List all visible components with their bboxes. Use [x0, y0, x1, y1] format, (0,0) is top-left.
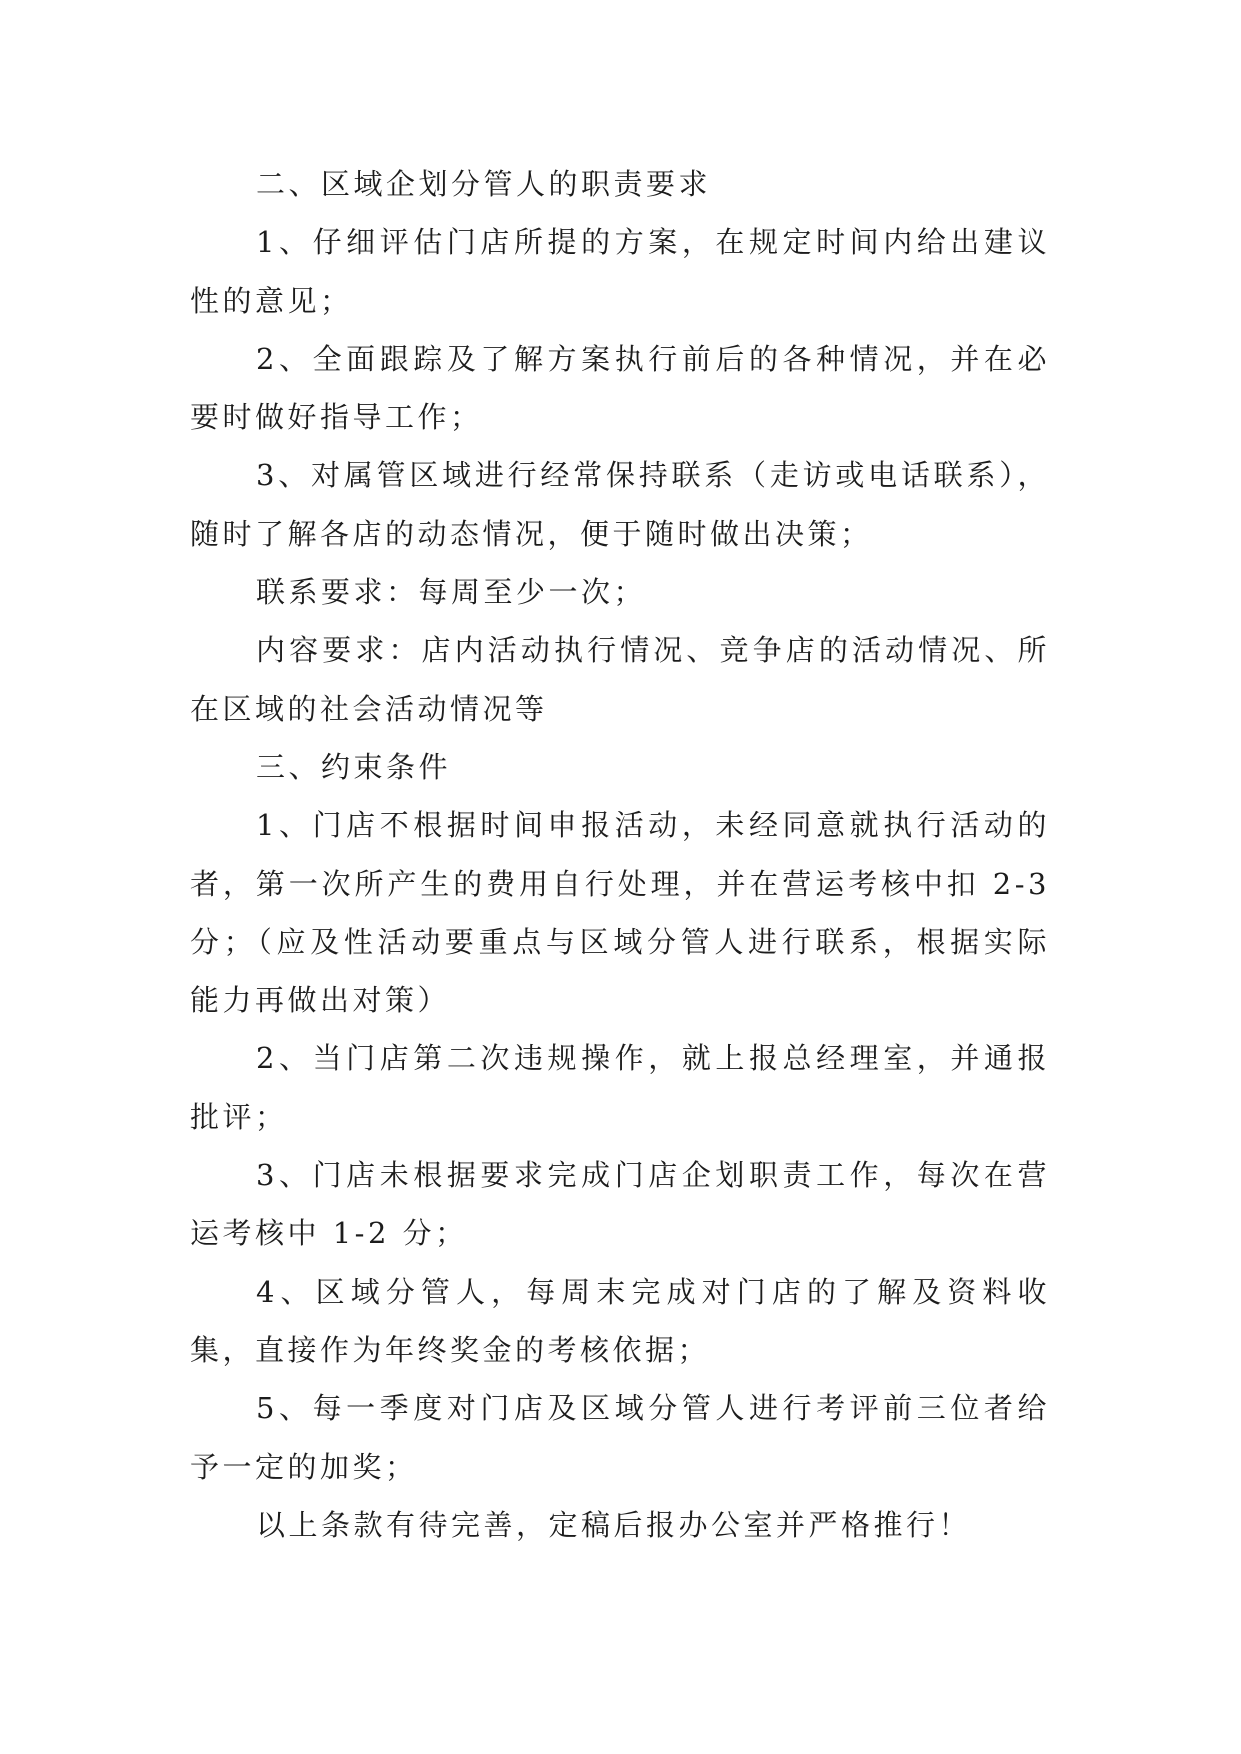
closing-note: 以上条款有待完善，定稿后报办公室并严格推行！	[256, 1507, 972, 1542]
section-heading-responsibilities: 二、区域企划分管人的职责要求	[256, 167, 712, 201]
constraint-item-4: 4、区域分管人，每周末完成对门店的了解及资料收集，直接作为年终奖金的考核依据；	[190, 1274, 1050, 1367]
document-body	[190, 155, 1050, 1554]
responsibility-item-1: 1、仔细评估门店所提的方案，在规定时间内给出建议性的意见；	[190, 225, 1050, 318]
section-heading-constraints: 三、约束条件	[256, 749, 452, 784]
constraint-item-3: 3、门店未根据要求完成门店企划职责工作，每次在营运考核中 1-2 分；	[190, 1158, 1050, 1251]
constraint-item-2: 2、当门店第二次违规操作，就上报总经理室，并通报批评；	[190, 1041, 1050, 1134]
content-requirement: 内容要求：店内活动执行情况、竞争店的活动情况、所在区域的社会活动情况等	[190, 633, 1050, 726]
responsibility-item-3: 3、对属管区域进行经常保持联系（走访或电话联系），随时了解各店的动态情况，便于随时做出决策；	[190, 458, 1050, 551]
responsibility-item-2: 2、全面跟踪及了解方案执行前后的各种情况，并在必要时做好指导工作；	[190, 341, 1050, 435]
contact-requirement: 联系要求：每周至少一次；	[256, 575, 647, 610]
constraint-item-1: 1、门店不根据时间申报活动，未经同意就执行活动的者，第一次所产生的费用自行处理，并在营运考核中扣 2-3 分；（应及性活动要重点与区域分管人进行联系，根据实际能力再做出对策）	[190, 808, 1050, 1018]
constraint-item-5: 5、每一季度对门店及区域分管人进行考评前三位者给予一定的加奖；	[190, 1391, 1050, 1484]
